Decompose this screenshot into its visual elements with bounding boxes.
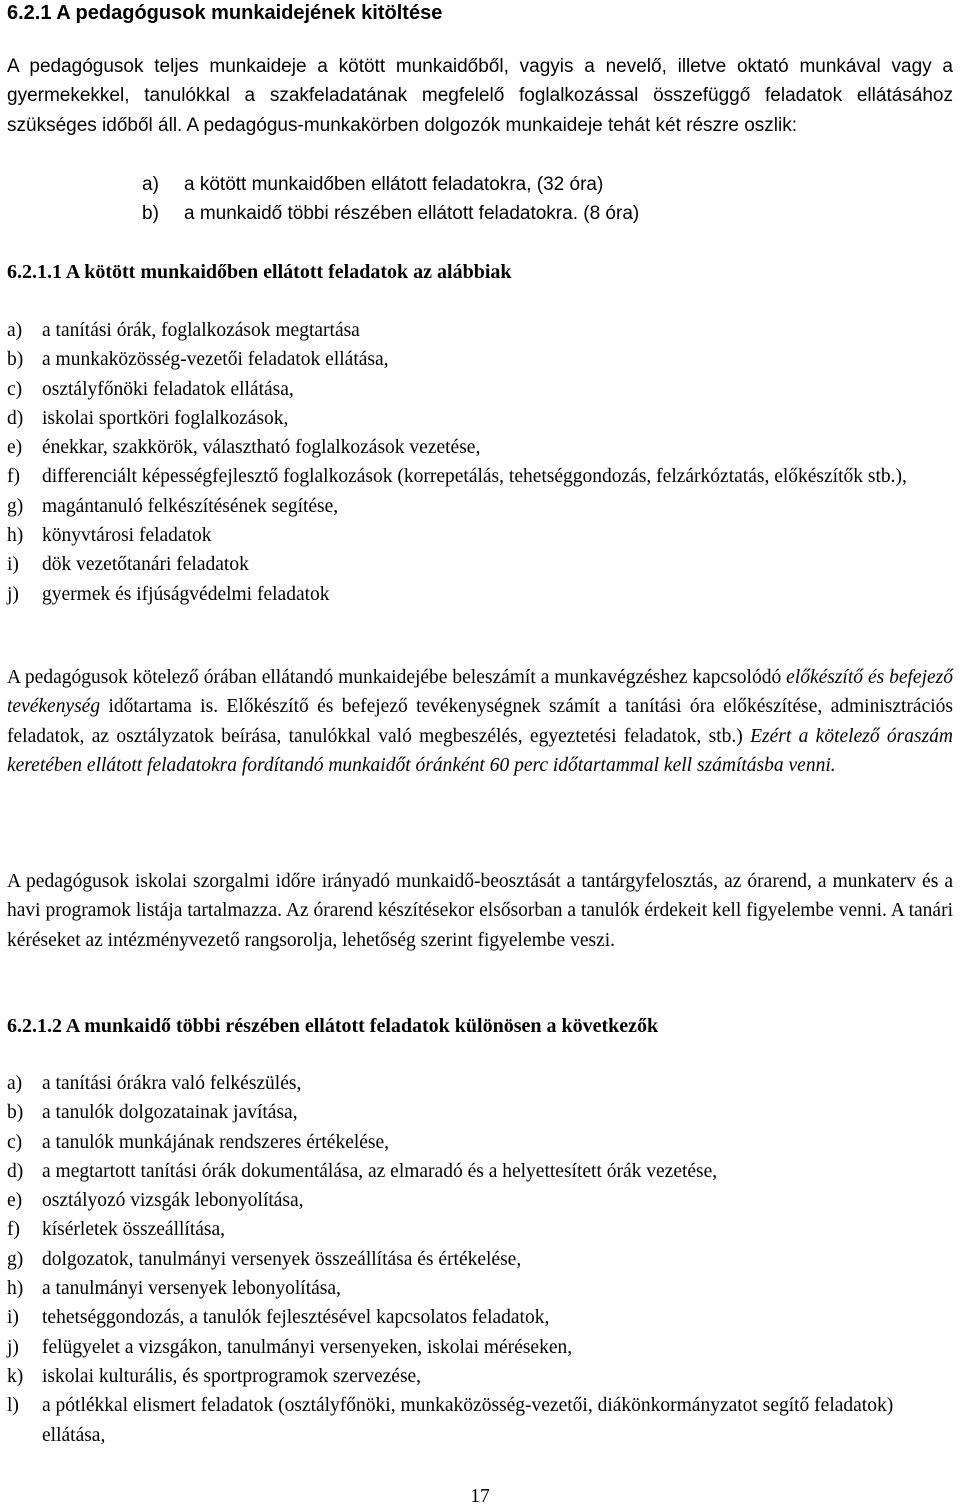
list-item-label: l) — [7, 1395, 19, 1417]
list-item-label: k) — [7, 1365, 24, 1387]
list-item-text: dök vezetőtanári feladatok — [42, 554, 249, 576]
list-item-label: h) — [7, 525, 24, 547]
list-item-text: differenciált képességfejlesztő foglalkozások (korrepetálás, tehetséggondozás, felzárkóztatás, előkészítők stb.), — [42, 466, 907, 488]
list-item — [7, 1215, 953, 1244]
list-item-text: énekkar, szakkörök, választható foglalkozások vezetése, — [42, 437, 481, 459]
list-item-text: iskolai sportköri foglalkozások, — [42, 407, 289, 429]
list-item-text: osztályozó vizsgák lebonyolítása, — [42, 1190, 304, 1212]
list-item-text: gyermek és ifjúságvédelmi feladatok — [42, 583, 330, 605]
list-item — [7, 1303, 953, 1332]
list-item-label: d) — [7, 407, 24, 429]
paragraph-emphasis: előkészítő és befejező tevékenység — [7, 667, 953, 718]
intro-list-item — [142, 199, 639, 228]
list-item-text: a pótlékkal elismert feladatok (osztályfőnöki, munkaközösség-vezetői, diákönkormányzatot segítő feladatok) ellátása, — [42, 1395, 894, 1446]
subsection-title-1: 6.2.1.1 A kötött munkaidőben ellátott feladatok az alábbiak — [7, 261, 512, 283]
intro-list-item — [142, 170, 639, 199]
list-item-label: i) — [7, 1307, 19, 1329]
section-title: 6.2.1 A pedagógusok munkaidejének kitöltése — [7, 2, 443, 24]
list-item — [7, 1245, 953, 1274]
list-item-label: h) — [7, 1278, 24, 1300]
list-item-text: a munkaközösség-vezetői feladatok ellátása, — [42, 349, 389, 371]
list-item-label: d) — [7, 1160, 24, 1182]
list-item-text: osztályfőnöki feladatok ellátása, — [42, 378, 294, 400]
page-number: 17 — [470, 1486, 490, 1507]
list-item-label: i) — [7, 554, 19, 576]
list-item-label: b) — [7, 349, 24, 371]
list-item — [7, 1274, 953, 1303]
list-item — [7, 345, 953, 374]
list-item-text: iskolai kulturális, és sportprogramok szervezése, — [42, 1365, 422, 1387]
list-item-label: c) — [7, 378, 23, 400]
list-item — [7, 1069, 953, 1098]
list-item-label: j) — [7, 583, 19, 605]
list-item-label: j) — [7, 1336, 19, 1358]
list-item — [7, 550, 953, 579]
list-item-label: f) — [7, 1219, 20, 1241]
list-item-text: a munkaidő többi részében ellátott feladatokra. (8 óra) — [184, 203, 640, 225]
list-item-text: kísérletek összeállítása, — [42, 1219, 226, 1241]
list-item-label: e) — [7, 437, 23, 459]
list-item — [7, 404, 953, 433]
list-item-label: c) — [7, 1131, 23, 1153]
list-item-label: g) — [7, 1248, 24, 1270]
list-item-text: felügyelet a vizsgákon, tanulmányi versenyeken, iskolai méréseken, — [42, 1336, 573, 1358]
list-item-label: a) — [7, 320, 23, 341]
list-item — [7, 580, 953, 609]
schedule-paragraph: A pedagógusok iskolai szorgalmi időre irányadó munkaidő-beosztását a tantárgyfelosztás, az órarend, a munkaterv és a havi programok listája tartalmazza. Az órarend készítésekor elsősorban a tanulók érdekeit kell figyelembe venni. A tanári kéréseket az intézményvezető rangsorolja, lehetőség szerint figyelembe veszi. — [7, 871, 953, 951]
list-item-text: a megtartott tanítási órák dokumentálása, az elmaradó és a helyettesített órák vezetése, — [42, 1160, 718, 1182]
list-item-text: a tanítási órák, foglalkozások megtartása — [42, 320, 360, 341]
list-item-label: b) — [7, 1102, 24, 1124]
subsection-2-list — [7, 1069, 953, 1450]
list-item-text: a tanulmányi versenyek lebonyolítása, — [42, 1278, 341, 1300]
list-item-label: a) — [142, 174, 159, 195]
list-item — [7, 433, 953, 462]
list-item — [7, 316, 953, 345]
list-item-text: magántanuló felkészítésének segítése, — [42, 495, 339, 517]
subsection-title-2: 6.2.1.2 A munkaidő többi részében ellátott feladatok különösen a következők — [7, 1015, 659, 1037]
list-item — [7, 1333, 953, 1362]
paragraph-text: A pedagógusok kötelező órában ellátandó munkaidejébe beleszámít a munkavégzéshez kapcsolódó — [7, 667, 787, 688]
list-item — [7, 1362, 953, 1391]
list-item-label: f) — [7, 466, 20, 488]
list-item — [7, 521, 953, 550]
list-item — [7, 1098, 953, 1127]
list-item — [7, 1157, 953, 1186]
list-item-text: tehetséggondozás, a tanulók fejlesztésével kapcsolatos feladatok, — [42, 1307, 550, 1329]
list-item-text: a tanítási órákra való felkészülés, — [42, 1073, 302, 1094]
list-item — [7, 1128, 953, 1157]
list-item-text: a kötött munkaidőben ellátott feladatokra, (32 óra) — [184, 174, 604, 195]
list-item-label: g) — [7, 495, 24, 517]
intro-list — [142, 170, 639, 229]
intro-paragraph: A pedagógusok teljes munkaideje a kötött munkaidőből, vagyis a nevelő, illetve oktató munkával vagy a gyermekekkel, tanulókkal a szakfeladatának megfelelő foglalkozással összefüggő feladatok ellátásához szükséges időből áll. A pedagógus-munkakörben dolgozók munkaideje tehát két részre oszlik: — [7, 56, 953, 136]
list-item — [7, 1391, 953, 1450]
workload-paragraph — [7, 663, 953, 780]
list-item-label: b) — [142, 203, 159, 225]
list-item-text: a tanulók dolgozatainak javítása, — [42, 1102, 298, 1124]
list-item — [7, 492, 953, 521]
subsection-1-list — [7, 316, 953, 609]
list-item-text: a tanulók munkájának rendszeres értékelése, — [42, 1131, 390, 1153]
list-item-text: dolgozatok, tanulmányi versenyek összeállítása és értékelése, — [42, 1248, 522, 1270]
list-item-label: e) — [7, 1190, 23, 1212]
list-item — [7, 375, 953, 404]
paragraph-emphasis: Ezért a kötelező óraszám keretében ellátott feladatokra fordítandó munkaidőt óránként 60 perc időtartammal kell számításba venni. — [7, 725, 953, 776]
list-item — [7, 462, 953, 491]
paragraph-text: időtartama is. Előkészítő és befejező tevékenységnek számít a tanítási óra előkészítése, adminisztrációs feladatok, az osztályzatok beírása, tanulókkal való megbeszélés, egyeztetési feladatok, stb.) — [7, 696, 953, 747]
list-item-label: a) — [7, 1073, 23, 1094]
list-item — [7, 1186, 953, 1215]
list-item-text: könyvtárosi feladatok — [42, 525, 212, 547]
